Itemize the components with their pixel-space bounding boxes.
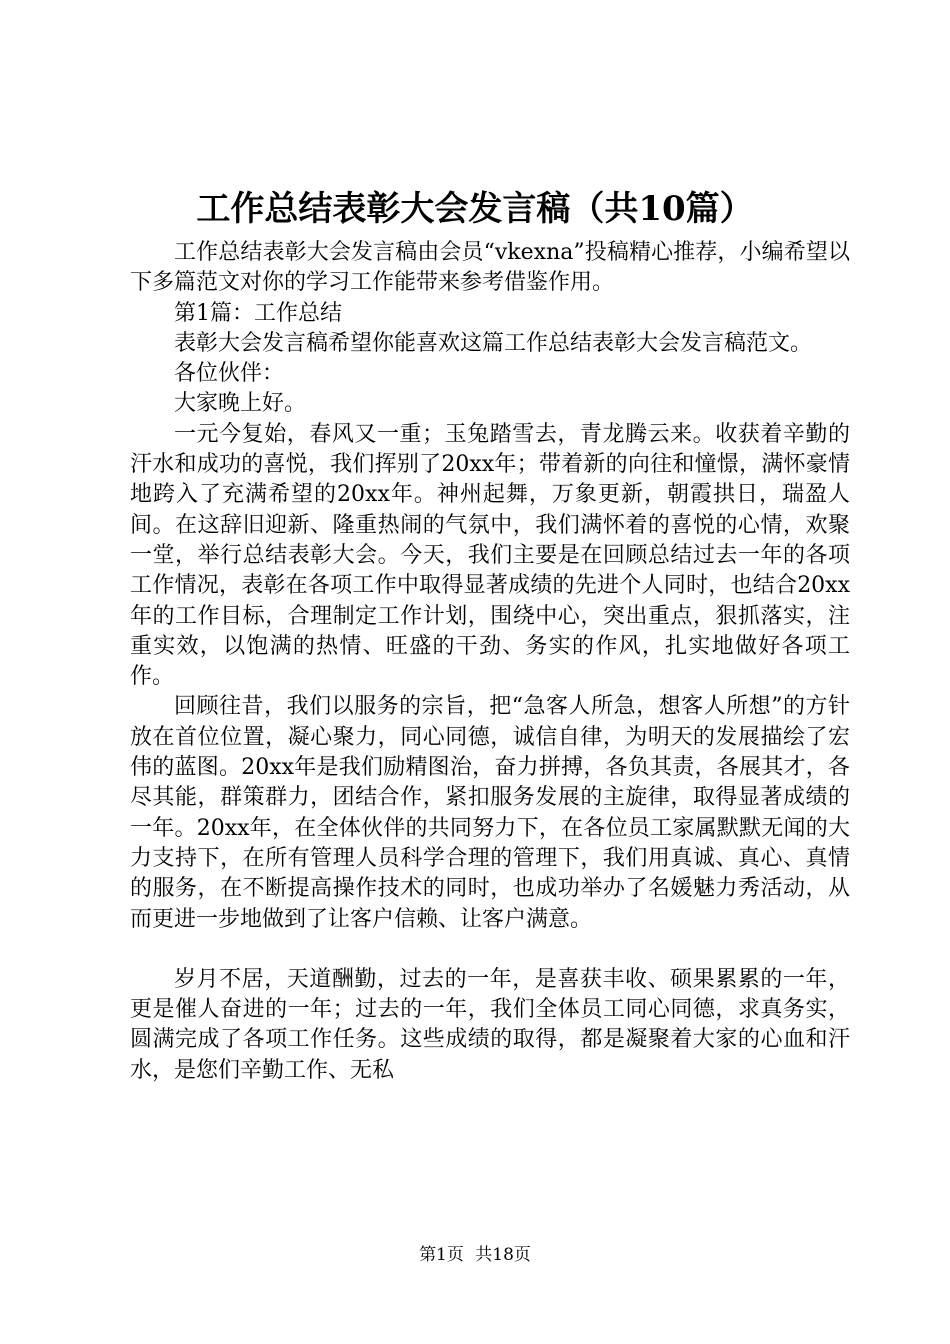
page-footer bbox=[0, 1243, 950, 1267]
page-number: 第1页 bbox=[419, 1245, 464, 1265]
paragraph-spacer bbox=[130, 935, 850, 965]
document-title: 工作总结表彰大会发言稿（共10篇） bbox=[196, 189, 754, 229]
paragraph-greeting: 大家晚上好。 bbox=[174, 391, 307, 417]
paragraph-lead: 表彰大会发言稿希望你能喜欢这篇工作总结表彰大会发言稿范文。 bbox=[174, 330, 813, 356]
paragraph-intro: 工作总结表彰大会发言稿由会员“vkexna”投稿精心推荐，小编希望以下多篇范文对你的学习工作能带来参考借鉴作用。 bbox=[130, 240, 850, 296]
paragraph-section-heading: 第1篇：工作总结 bbox=[174, 300, 342, 326]
page-total: 共18页 bbox=[475, 1245, 531, 1265]
paragraph-body-3: 岁月不居，天道酬勤，过去的一年，是喜获丰收、硕果累累的一年，更是催人奋进的一年；过去的一年，我们全体员工同心同德，求真务实，圆满完成了各项工作任务。这些成绩的取得，都是凝聚着大家的心血和汗水，是您们辛勤工作、无私 bbox=[130, 966, 850, 1083]
paragraph-salutation: 各位伙伴： bbox=[174, 361, 285, 387]
paragraph-body-1: 一元今复始，春风又一重；玉兔踏雪去，青龙腾云来。收获着辛勤的汗水和成功的喜悦，我们挥别了20xx年；带着新的向往和憧憬，满怀豪情地跨入了充满希望的20xx年。神州起舞，万象更新，朝霞拱日，瑞盈人间。在这辞旧迎新、隆重热闹的气氛中，我们满怀着的喜悦的心情，欢聚一堂，举行总结表彰大会。今天，我们主要是在回顾总结过去一年的各项工作情况，表彰在各项工作中取得显著成绩的先进个人同时，也结合20xx年的工作目标，合理制定工作计划，围绕中心，突出重点，狠抓落实，注重实效，以饱满的热情、旺盛的干劲、务实的作风，扎实地做好各项工作。 bbox=[130, 421, 850, 690]
paragraph-body-2: 回顾往昔，我们以服务的宗旨，把“急客人所急，想客人所想”的方针放在首位位置，凝心聚力，同心同德，诚信自律，为明天的发展描绘了宏伟的蓝图。20xx年是我们励精图治，奋力拼搏，各负其责，各展其才，各尽其能，群策群力，团结合作，紧扣服务发展的主旋律，取得显著成绩的一年。20xx年，在全体伙伴的共同努力下，在各位员工家属默默无闻的大力支持下，在所有管理人员科学合理的管理下，我们用真诚、真心、真情的服务，在不断提高操作技术的同时，也成功举办了名媛魅力秀活动，从而更进一步地做到了让客户信赖、让客户满意。 bbox=[130, 694, 850, 932]
document-body bbox=[130, 238, 850, 1086]
